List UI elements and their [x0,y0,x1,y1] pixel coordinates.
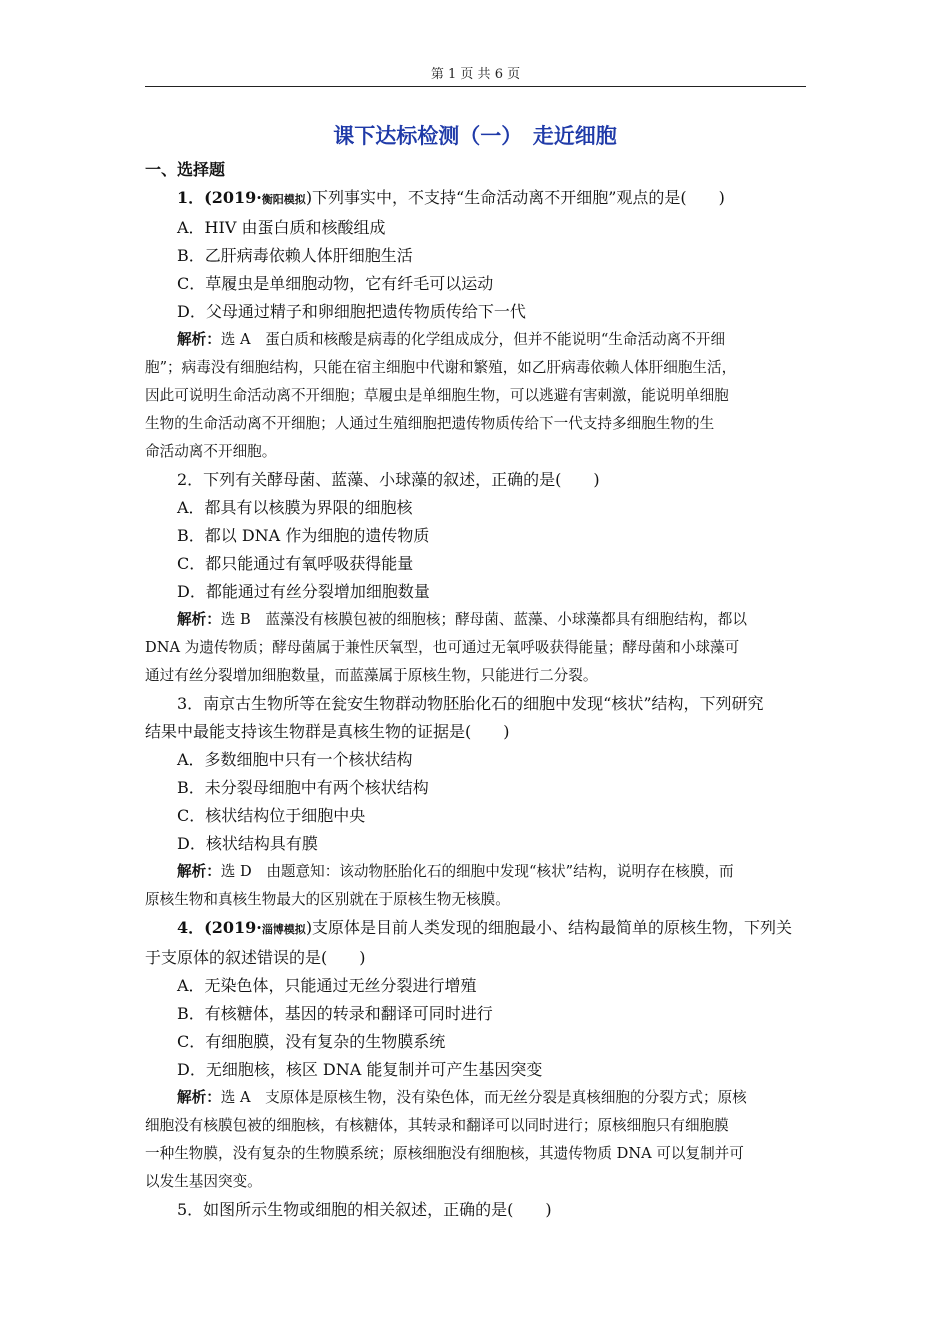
option-d: D．都能通过有丝分裂增加细胞数量 [177,582,430,601]
explanation: 解析：选 A 支原体是原核生物，没有染色体，而无丝分裂是真核细胞的分裂方式；原核 细胞没有核膜包被的细胞核，有核糖体，其转录和翻译可以同时进行；原核细胞只有细胞膜 一种生物膜，没有复杂的生物膜系统；原核细胞没有细胞核，其遗传物质 DNA 可以复制并可 以发生基因突变。 [145,1089,747,1190]
explanation-label: 解析： [177,1089,221,1106]
explanation: 解析：选 A 蛋白质和核酸是病毒的化学组成成分，但并不能说明“生命活动离不开细 胞”；病毒没有细胞结构，只能在宿主细胞中代谢和繁殖，如乙肝病毒依赖人体肝细胞生活， 因此可说明生命活动离不开细胞；草履虫是单细胞生物，可以逃避有害刺激，能说明单细胞 生物的生命活动离不开细胞；人通过生殖细胞把遗传物质传给下一代支持多细胞生物的生 命活动离不开细胞。 [145,331,737,460]
question-stem: 3．南京古生物所等在瓮安生物群动物胚胎化石的细胞中发现“核状”结构，下列研究 [177,694,764,713]
option-d: D．父母通过精子和卵细胞把遗传物质传给下一代 [177,302,526,321]
question-stem: 1．(2019·衡阳模拟)下列事实中，不支持“生命活动离不开细胞”观点的是( ) [177,188,725,207]
option-c: C．都只能通过有氧呼吸获得能量 [177,554,414,573]
page-number: 第 1 页 共 6 页 [430,67,521,82]
question-1 [145,184,806,466]
option-c: C．草履虫是单细胞动物，它有纤毛可以运动 [177,274,494,293]
option-b: B．都以 DNA 作为细胞的遗传物质 [177,526,430,545]
question-stem: 4．(2019·淄博模拟)支原体是目前人类发现的细胞最小、结构最简单的原核生物，下列关 [177,918,793,937]
option-d: D．无细胞核，核区 DNA 能复制并可产生基因突变 [177,1060,543,1079]
question-3 [145,690,806,914]
option-c: C．有细胞膜，没有复杂的生物膜系统 [177,1032,446,1051]
question-stem-cont: 于支原体的叙述错误的是( ) [145,948,366,967]
option-a: A．都具有以核膜为界限的细胞核 [177,498,413,517]
document-title: 课下达标检测（一） 走近细胞 [333,123,617,148]
question-stem-cont: 结果中最能支持该生物群是真核生物的证据是( ) [145,722,510,741]
option-a: A．无染色体，只能通过无丝分裂进行增殖 [177,976,477,995]
question-2 [145,466,806,690]
explanation-label: 解析： [177,863,221,880]
section-heading: 一、选择题 [145,160,226,179]
option-a: A．多数细胞中只有一个核状结构 [177,750,413,769]
option-d: D．核状结构具有膜 [177,834,318,853]
explanation: 解析：选 D 由题意知：该动物胚胎化石的细胞中发现“核状”结构，说明存在核膜，而 原核生物和真核生物最大的区别就在于原核生物无核膜。 [145,863,734,908]
question-source: 淄博模拟 [261,923,306,936]
option-a: A．HIV 由蛋白质和核酸组成 [177,218,386,237]
question-stem: 2．下列有关酵母菌、蓝藻、小球藻的叙述，正确的是( ) [177,470,600,489]
question-5 [145,1196,806,1224]
option-b: B．乙肝病毒依赖人体肝细胞生活 [177,246,413,265]
explanation-label: 解析： [177,331,221,348]
question-4 [145,914,806,1196]
question-stem: 5．如图所示生物或细胞的相关叙述，正确的是( ) [177,1200,552,1219]
option-b: B．未分裂母细胞中有两个核状结构 [177,778,429,797]
document-body [145,156,806,1224]
explanation-label: 解析： [177,611,221,628]
page-header [145,64,806,87]
option-c: C．核状结构位于细胞中央 [177,806,366,825]
question-source: 衡阳模拟 [261,193,306,206]
explanation: 解析：选 B 蓝藻没有核膜包被的细胞核；酵母菌、蓝藻、小球藻都具有细胞结构，都以 DNA 为遗传物质；酵母菌属于兼性厌氧型，也可通过无氧呼吸获得能量；酵母菌和小球藻可 通过有丝分裂增加细胞数量，而蓝藻属于原核生物，只能进行二分裂。 [145,611,747,684]
option-b: B．有核糖体，基因的转录和翻译可同时进行 [177,1004,493,1023]
